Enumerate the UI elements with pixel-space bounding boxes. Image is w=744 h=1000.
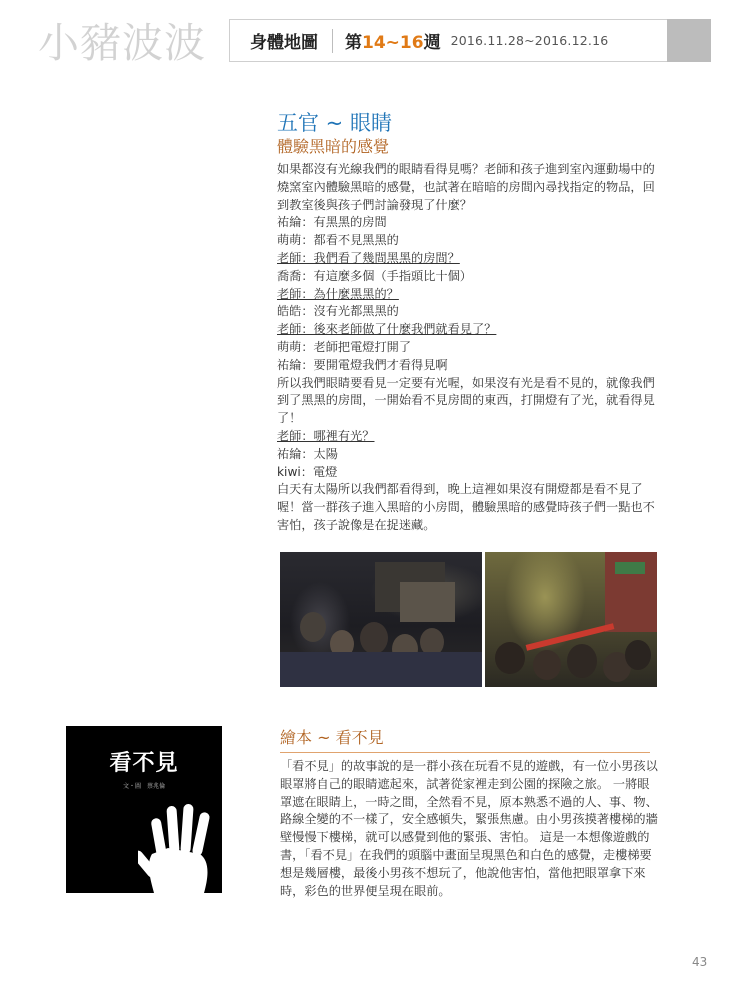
section-title: 五官 ~ 眼睛 [277,111,392,135]
week-suffix: 週 [423,33,441,53]
section-picture-book [280,727,660,900]
photo-shelf [400,582,455,622]
picture-book-paragraph: 「看不見」的故事說的是一群小孩在玩看不見的遊戲，有一位小男孩以眼罩將自己的眼睛遮起來，試著從家裡走到公園的探險之旅。 一將眼罩遮在眼睛上，一時之間，全然看不見，原本熟悉不過的人、事、物、路線全變的不一樣了，安全感頓失，緊張焦慮。由小男孩摸著樓梯的牆壁慢慢下樓梯，就可以感覺到他的緊張、害怕。 這是一本想像遊戲的書，「看不見」在我們的頭腦中畫面呈現黑色和白色的感覺，走樓梯要想是幾層樓，最後小男孩不想玩了，他說他害怕，當他把眼罩拿下來時，彩色的世界便呈現在眼前。 [280,759,658,898]
dialogue-line: 萌萌：都看不見黑黑的 [277,233,399,248]
header-week [345,28,441,53]
section-eyes [277,110,657,535]
teacher-question: 老師：為什麼黑黑的？ [277,286,399,301]
header-section: 身體地圖 [250,33,318,53]
header-bar [229,19,667,62]
photo-child [533,650,561,680]
photo-child [300,612,326,642]
photo-child [625,640,651,670]
teacher-question: 老師：哪裡有光？ [277,428,375,443]
photo-flashlight [485,552,657,687]
dialogue-line: kiwi：電燈 [277,464,338,479]
photo-child [495,642,525,674]
page-number: 43 [692,955,708,969]
header-divider [332,29,333,53]
teacher-question: 老師：我們看了幾間黑黑的房間？ [277,250,460,265]
picture-book-title: 繪本 ~ 看不見 [280,728,384,747]
book-cover [66,726,222,893]
title-rule [280,752,650,753]
dialogue-list-2 [277,428,657,481]
book-cover-credit: 文・圖 蔡兆倫 [122,783,165,790]
hand-icon [138,798,222,893]
book-cover-title: 看不見 [109,751,179,776]
intro-paragraph: 如果都沒有光線我們的眼睛看得見嗎？老師和孩子進到室內運動場中的燒窯室內體驗黑暗的感覺，也試著在暗暗的房間內尋找指定的物品，回到教室後與孩子們討論發現了什麼？ [277,162,655,212]
header-dates: 2016.11.28~2016.12.16 [450,33,609,48]
dialogue-list [277,214,657,374]
conclusion-paragraph: 白天有太陽所以我們都看得到，晚上這裡如果沒有開燈都是看不見了喔！當一群孩子進入黑暗的小房間，體驗黑暗的感覺時孩子們一點也不害怕，孩子說像是在捉迷藏。 [277,482,655,532]
photo-dark-room [280,552,482,687]
photo-floor [280,652,482,687]
brand-title: 小豬波波 [38,19,206,67]
dialogue-line: 喬喬：有這麼多個（手指頭比十個） [277,268,472,283]
section-subtitle: 體驗黑暗的感覺 [277,137,390,156]
photo-shelf [526,623,615,651]
photo-child [567,644,597,678]
photo-shelf [615,562,645,574]
dialogue-line: 祐綸：有黑黑的房間 [277,215,387,230]
dialogue-line: 萌萌：老師把電燈打開了 [277,339,412,354]
teacher-question: 老師：後來老師做了什麼我們就看見了？ [277,322,497,337]
header-block [667,19,711,62]
middle-paragraph: 所以我們眼睛要看見一定要有光喔，如果沒有光是看不見的，就像我們到了黑黑的房間，一開始看不見房間的東西，打開燈有了光，就看得見了！ [277,375,655,426]
dialogue-line: 祐綸：太陽 [277,446,338,461]
photo-child [360,622,388,654]
dialogue-line: 祐綸：要開電燈我們才看得見啊 [277,357,448,372]
week-prefix: 第 [345,33,362,53]
dialogue-line: 皓皓：沒有光都黑黑的 [277,304,399,319]
week-range: 14~16 [362,33,424,53]
